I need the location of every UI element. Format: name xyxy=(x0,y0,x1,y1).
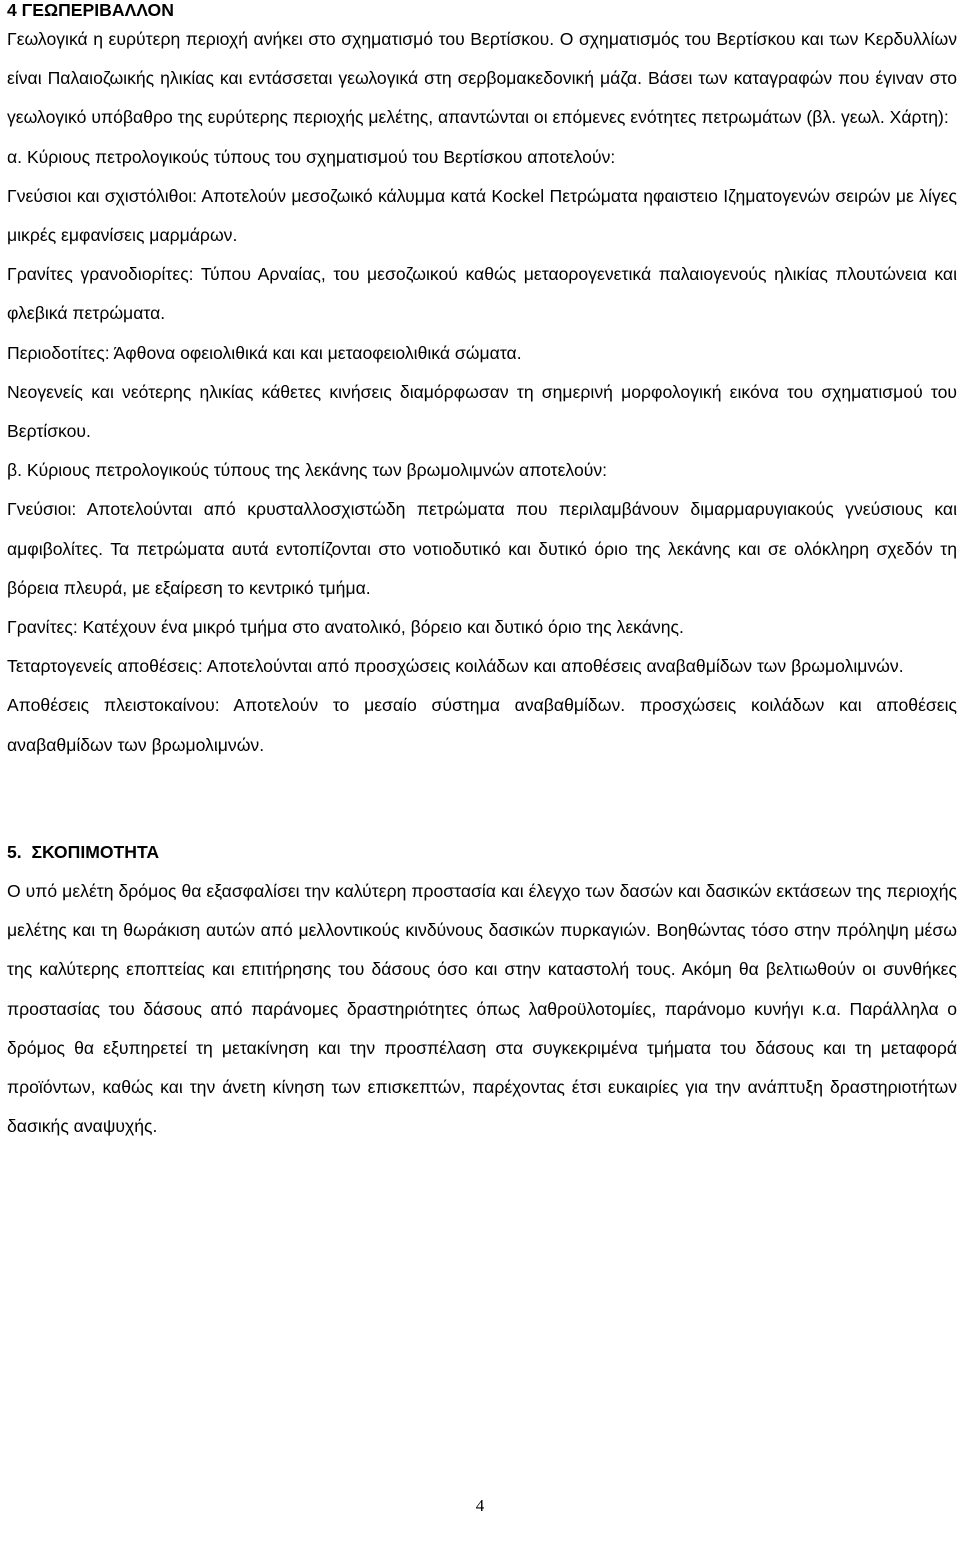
beta-gneiss-paragraph: Γνεύσιοι: Αποτελούνται από κρυσταλλοσχιστώδη πετρώματα που περιλαμβάνουν διμαρμαρυγιακούς γνεύσιους και αμφιβολίτες. Τα πετρώματα αυτά εντοπίζονται στο νοτιοδυτικό και δυτικό όριο της λεκάνης και σε ολόκληρη σχεδόν τη βόρεια πλευρά, με εξαίρεση το κεντρικό τμήμα. xyxy=(7,499,957,598)
alpha-granites-paragraph: Γρανίτες γρανοδιορίτες: Τύπου Αρναίας, του μεσοζωικού καθώς μεταορογενετικά παλαιογενούς ηλικίας πλουτώνεια και φλεβικά πετρώματα. xyxy=(7,264,957,324)
beta-granites-paragraph: Γρανίτες: Κατέχουν ένα μικρό τμήμα στο ανατολικό, βόρειο και δυτικό όριο της λεκάνης. xyxy=(7,617,684,638)
section-5-number: 5. xyxy=(7,841,22,862)
beta-pleistocene-paragraph: Αποθέσεις πλειστοκαίνου: Αποτελούν το μεσαίο σύστημα αναβαθμίδων. προσχώσεις κοιλάδων και αποθέσεις αναβαθμίδων των βρωμολιμνών. xyxy=(7,695,957,755)
page-number: 4 xyxy=(475,1496,485,1515)
section-spacer xyxy=(7,765,957,833)
alpha-gneiss-paragraph: Γνεύσιοι και σχιστόλιθοι: Αποτελούν μεσοζωικό κάλυμμα κατά Kockel Πετρώματα ηφαιστειο Ιζηματογενών σειρών με λίγες μικρές εμφανίσεις μαρμάρων. xyxy=(7,185,958,246)
alpha-title: α. Κύριους πετρολογικούς τύπους του σχηματισμού του Βερτίσκου αποτελούν: xyxy=(7,146,616,167)
alpha-peridotites-paragraph: Περιοδοτίτες: Άφθονα οφειολιθικά και και μεταοφειολιθικά σώματα. xyxy=(7,342,522,363)
alpha-neogene-paragraph: Νεογενείς και νεότερης ηλικίας κάθετες κινήσεις διαμόρφωσαν τη σημερινή μορφολογική εικόνα του σχηματισμού του Βερτίσκου. xyxy=(7,381,957,442)
geology-intro-paragraph: Γεωλογικά η ευρύτερη περιοχή ανήκει στο σχηματισμό του Βερτίσκου. Ο σχηματισμός του Βερτίσκου και των Κερδυλλίων είναι Παλαιοζωικής ηλικίας και εντάσσεται γεωλογικά στη σερβομακεδονική μάζα. Βάσει των καταγραφών που έγιναν στο γεωλογικό υπόβαθρο της ευρύτερης περιοχής μελέτης, απαντώνται οι επόμενες ενότητες πετρωμάτων (βλ. γεωλ. Χάρτη): xyxy=(7,29,957,128)
section-4-heading: 4 ΓΕΩΠΕΡΙΒΑΛΛΟΝ xyxy=(7,0,174,20)
section-5-heading xyxy=(7,833,957,872)
beta-title: β. Κύριους πετρολογικούς τύπους της λεκάνης των βρωμολιμνών αποτελούν: xyxy=(7,460,608,481)
beta-quaternary-paragraph: Τεταρτογενείς αποθέσεις: Αποτελούνται από προσχώσεις κοιλάδων και αποθέσεις αναβαθμίδων των βρωμολιμνών. xyxy=(7,656,904,677)
purpose-paragraph: Ο υπό μελέτη δρόμος θα εξασφαλίσει την καλύτερη προστασία και έλεγχο των δασών και δασικών εκτάσεων της περιοχής μελέτης και τη θωράκιση αυτών από μελλοντικούς κινδύνους δασικών πυρκαγιών. Βοηθώντας τόσο στην πρόληψη μέσω της καλύτερης εποπτείας και επιτήρησης του δάσους όσο και στην καταστολή τους. Ακόμη θα βελτιωθούν οι συνθήκες προστασίας του δάσους από παράνομες δραστηριότητες όπως λαθροϋλοτομίες, παράνομο κυνήγι κ.α. Παράλληλα ο δρόμος θα εξυπηρετεί τη μετακίνηση και την προσπέλαση στα συγκεκριμένα τμήματα του δάσους και τη μεταφορά προϊόντων, καθώς και την άνετη κίνηση των επισκεπτών, παρέχοντας έτσι ευκαιρίες για την ανάπτυξη δραστηριοτήτων δασικής αναψυχής. xyxy=(7,881,957,1137)
document-page xyxy=(7,0,957,1146)
section-5-title: ΣΚΟΠΙΜΟΤΗΤΑ xyxy=(31,841,160,862)
